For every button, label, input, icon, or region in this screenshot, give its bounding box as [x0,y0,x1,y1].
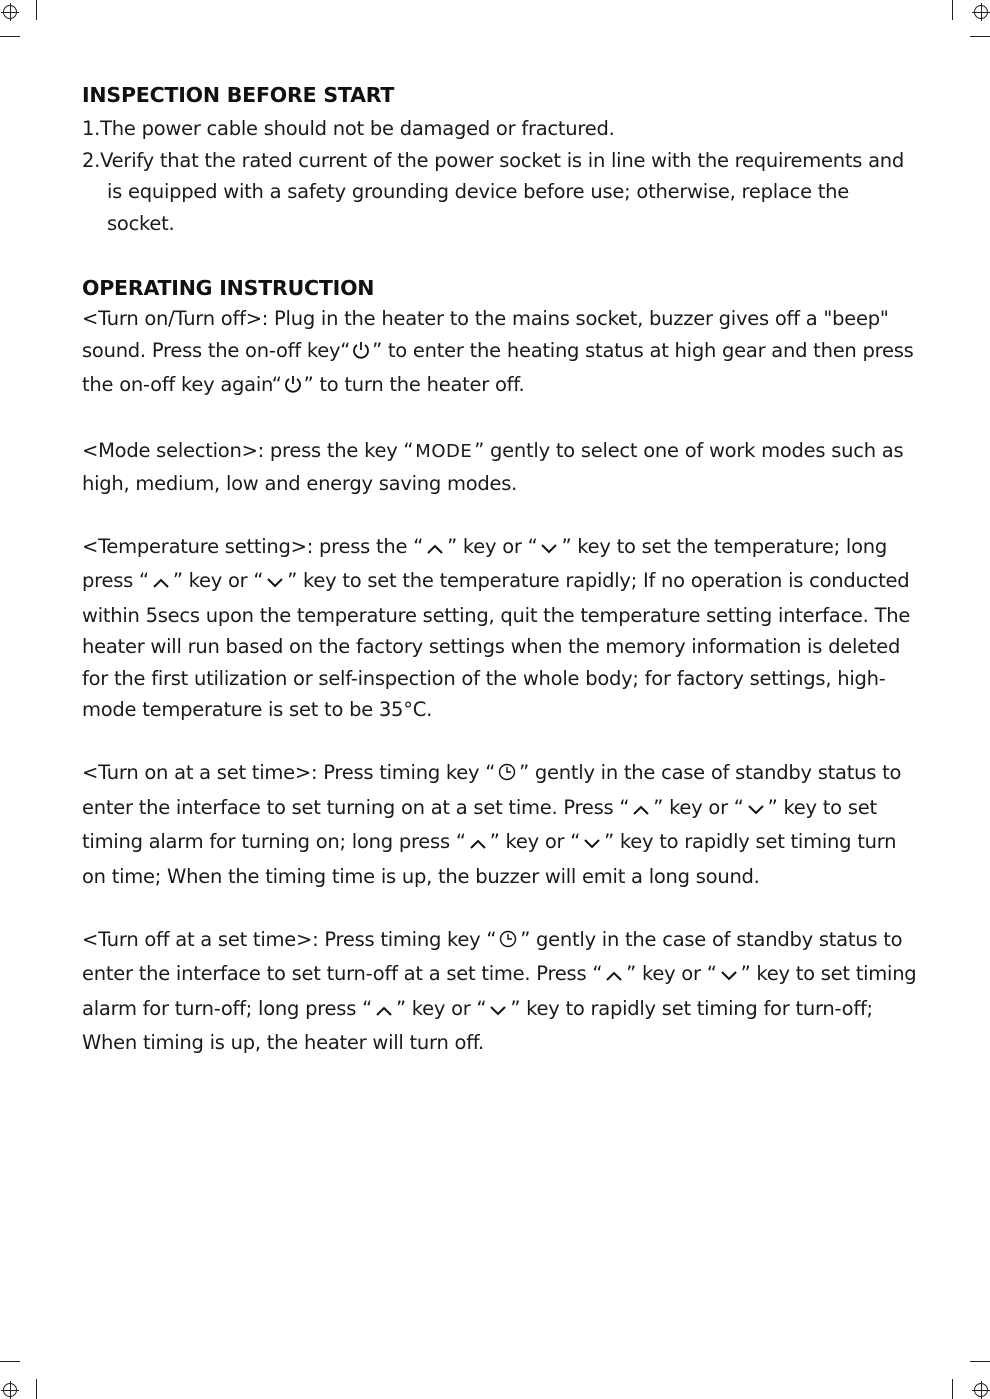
timer-on-text-5: ” key or “ [489,830,581,853]
clock-icon [497,760,517,792]
mode-text-1: <Mode selection>: press the key “ [82,439,414,462]
timer-on-text-2: ” gently in the case of standby status to enter the interface to set turning on at a set time. Press “ [82,761,902,819]
down-arrow-icon [582,829,602,861]
inspection-list [82,113,922,239]
timer-on-text-6: ” key to rapidly set timing turn on time; When the timing time is up, the buzzer will emit a long sound. [82,830,897,888]
power-icon [352,338,370,370]
timer-on-text-1: <Turn on at a set time>: Press timing key “ [82,761,496,784]
up-arrow-icon [151,568,171,600]
temp-text-4: ” key or “ [172,569,264,592]
timer-off-text-6: ” key to rapidly set timing for turn-off; When timing is up, the heater will turn off. [82,996,873,1054]
temperature-paragraph [82,531,922,726]
clock-icon [498,927,518,959]
temp-text-2: ” key or “ [447,534,538,558]
down-arrow-icon [539,534,559,566]
operating-heading: OPERATING INSTRUCTION [82,276,375,300]
timer-off-text-4: ” key to set timing alarm for turn-off; long press “ [82,962,917,1020]
turn-on-off-text-3: ” to turn the heater off. [303,373,525,396]
up-arrow-icon [425,534,445,566]
timer-off-text-2: ” gently in the case of standby status to enter the interface to set turn-off at a set time. Press “ [82,927,903,985]
timer-on-text-3: ” key or “ [653,795,744,819]
down-arrow-icon [488,996,508,1028]
timer-on-text-4: ” key to set timing alarm for turning on; long press “ [82,795,877,853]
mode-text-2: ” gently to select one of work modes such as high, medium, low and energy saving modes. [82,439,904,495]
down-arrow-icon [719,961,739,993]
up-arrow-icon [604,961,624,993]
timer-off-paragraph [82,924,922,1059]
timer-on-paragraph [82,757,922,892]
temp-text-5: ” key to set the temperature rapidly; If no operation is conducted within 5secs upon the temperature setting, quit the temperature setting interface. The heater will run based on the factory settings when the memory information is deleted for the first utilization or self-inspection of the whole body; for factory settings, high-mode temperature is set to be 35°C. [82,569,911,721]
turn-on-off-paragraph [82,303,922,404]
turn-on-off-text-1: <Turn on/Turn off>: Plug in the heater to the mains socket, buzzer gives off a "beep" sound. Press the on-off key“ [82,307,889,362]
down-arrow-icon [265,568,285,600]
inspection-heading: INSPECTION BEFORE START [82,83,395,107]
timer-off-text-5: ” key or “ [395,996,487,1020]
down-arrow-icon [746,795,766,827]
timer-off-text-3: ” key or “ [626,962,717,985]
mode-paragraph [82,435,922,499]
temp-text-1: <Temperature setting>: press the “ [82,534,424,558]
mode-key-label: MODE [415,441,473,462]
up-arrow-icon [468,829,488,861]
up-arrow-icon [631,795,651,827]
up-arrow-icon [374,996,394,1028]
power-icon [284,372,302,404]
timer-off-text-1: <Turn off at a set time>: Press timing key “ [82,927,497,951]
inspection-item-1: 1.The power cable should not be damaged or fractured. [82,117,615,140]
turn-on-off-text-2: ” to enter the heating status at high gear and then press the on-off key again“ [82,338,914,396]
inspection-item-2: 2.Verify that the rated current of the power socket is in line with the requirements and is equipped with a safety grounding device before use; otherwise, replace the socket. [82,148,905,235]
temp-text-3: ” key to set the temperature; long press “ [82,534,887,592]
manual-content [82,80,922,1059]
